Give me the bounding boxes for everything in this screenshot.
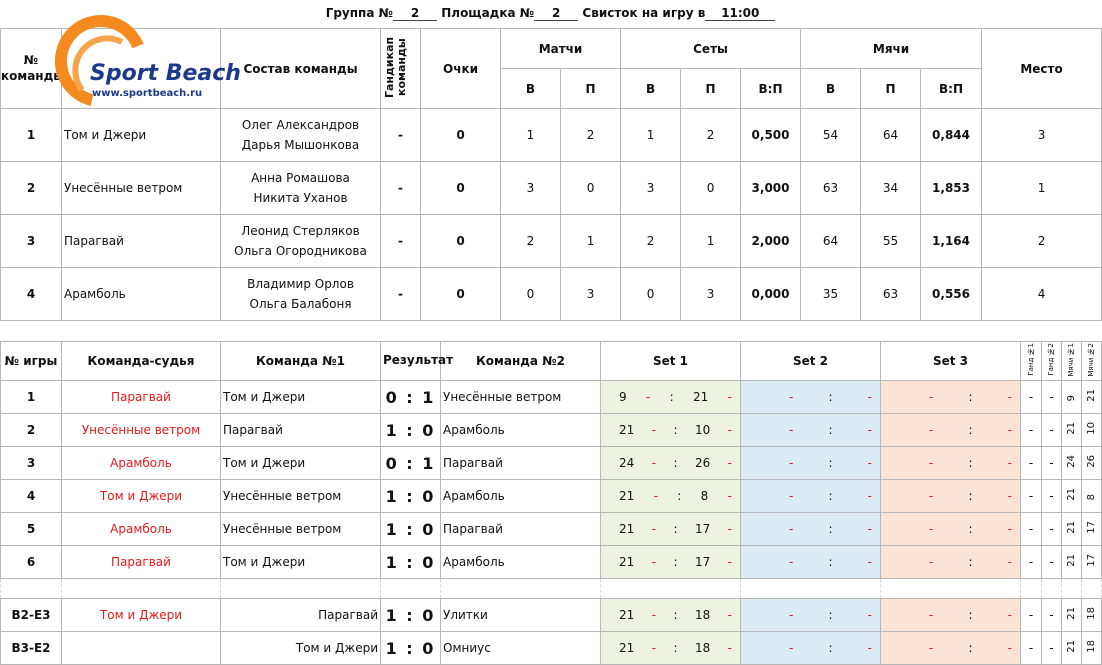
balls-w: В (801, 69, 861, 109)
team2[interactable]: Парагвай (441, 447, 601, 480)
sheet-title: Группа № 2 Площадка № 2 Свисток на игру в 11:00 (0, 6, 1101, 21)
handicap2: - (1042, 513, 1062, 546)
game-no: В2-Е3 (1, 599, 62, 632)
team-row: 3 Парагвай Леонид Стерляков Ольга Огородникова - 0 2 1 2 1 2,000 64 55 1,164 2 (1, 215, 1102, 268)
set2-score[interactable]: - : - (741, 546, 881, 579)
handicap1: - (1021, 599, 1042, 632)
balls2: 8 (1082, 480, 1102, 513)
game-row (1, 447, 1102, 480)
set3-score[interactable]: - : - (881, 381, 1021, 414)
handicap1: - (1021, 480, 1042, 513)
game-no: 1 (1, 381, 62, 414)
sets-w: В (621, 69, 681, 109)
team-roster[interactable]: Олег Александров Дарья Мышонкова (221, 109, 381, 162)
set1-score[interactable]: 21 - : 17 - (601, 513, 741, 546)
handicap1: - (1021, 546, 1042, 579)
set2-score[interactable]: - : - (741, 381, 881, 414)
team-row: 4 Арамболь Владимир Орлов Ольга Балабоня - 0 0 3 0 3 0,000 35 63 0,556 4 (1, 268, 1102, 321)
hand1-header: Ганд №1 (1021, 342, 1042, 381)
set2-score[interactable]: - : - (741, 447, 881, 480)
team-name[interactable]: Том и Джери (62, 109, 221, 162)
sets-l: П (681, 69, 741, 109)
game-result[interactable]: 0 : 1 (381, 381, 441, 414)
handicap1: - (1021, 414, 1042, 447)
game-row (1, 381, 1102, 414)
handicap1: - (1021, 632, 1042, 665)
balls2: 18 (1082, 632, 1102, 665)
balls-ratio: В:П (921, 69, 982, 109)
set1-score[interactable]: 21 - : 17 - (601, 546, 741, 579)
set1-score[interactable]: 21 - : 10 - (601, 414, 741, 447)
court-value[interactable]: 2 (534, 6, 578, 21)
team-place: 2 (982, 215, 1102, 268)
team-place: 4 (982, 268, 1102, 321)
points-header: Очки (421, 29, 501, 109)
game-no: 2 (1, 414, 62, 447)
handicap1: - (1021, 381, 1042, 414)
game-result[interactable]: 1 : 0 (381, 599, 441, 632)
game-row (1, 414, 1102, 447)
extra-games-body (0, 598, 1102, 665)
game-result[interactable]: 1 : 0 (381, 546, 441, 579)
handicap2: - (1042, 414, 1062, 447)
team-no-header: № команды (1, 29, 62, 109)
handicap1: - (1021, 447, 1042, 480)
team2[interactable]: Омниус (441, 632, 601, 665)
set2-score[interactable]: - : - (741, 513, 881, 546)
team2[interactable]: Арамболь (441, 480, 601, 513)
set2-score[interactable]: - : - (741, 599, 881, 632)
set2-score[interactable]: - : - (741, 632, 881, 665)
set3-score[interactable]: - : - (881, 480, 1021, 513)
team1[interactable]: Том и Джери (221, 632, 381, 665)
team1[interactable]: Унесённые ветром (221, 480, 381, 513)
team1[interactable]: Том и Джери (221, 447, 381, 480)
handicap2: - (1042, 381, 1062, 414)
team2[interactable]: Парагвай (441, 513, 601, 546)
game-row (1, 546, 1102, 579)
team1[interactable]: Том и Джери (221, 546, 381, 579)
referee-team[interactable]: Арамболь (62, 513, 221, 546)
hand2-header: Ганд №2 (1042, 342, 1062, 381)
referee-team[interactable]: Унесённые ветром (62, 414, 221, 447)
balls2-header: Мячи №2 (1082, 342, 1102, 381)
handicap2: - (1042, 480, 1062, 513)
balls1: 21 (1062, 480, 1082, 513)
roster-header: Состав команды (221, 29, 381, 109)
team1-header: Команда №1 (221, 342, 381, 381)
games-body (0, 380, 1102, 599)
team-roster[interactable]: Леонид Стерляков Ольга Огородникова (221, 215, 381, 268)
balls1: 21 (1062, 632, 1082, 665)
spacer-row (1, 579, 1102, 599)
game-row (1, 632, 1102, 665)
referee-team[interactable]: Том и Джери (62, 599, 221, 632)
team2-header: Команда №2 (441, 342, 601, 381)
matches-l: П (561, 69, 621, 109)
handicap2: - (1042, 546, 1062, 579)
balls1: 9 (1062, 381, 1082, 414)
team-roster[interactable]: Владимир Орлов Ольга Балабоня (221, 268, 381, 321)
game-no: 3 (1, 447, 62, 480)
set1-score[interactable]: 21 - : 8 - (601, 480, 741, 513)
whistle-value[interactable]: 11:00 (705, 6, 775, 21)
game-no: В3-Е2 (1, 632, 62, 665)
balls2: 26 (1082, 447, 1102, 480)
balls1-header: Мячи №1 (1062, 342, 1082, 381)
sets-header: Сеты (621, 29, 801, 69)
game-result[interactable]: 1 : 0 (381, 480, 441, 513)
game-result[interactable]: 1 : 0 (381, 414, 441, 447)
balls1: 21 (1062, 513, 1082, 546)
balls2: 18 (1082, 599, 1102, 632)
game-result[interactable]: 1 : 0 (381, 513, 441, 546)
set3-score[interactable]: - : - (881, 546, 1021, 579)
balls-header: Мячи (801, 29, 982, 69)
game-no: 4 (1, 480, 62, 513)
set1-header: Set 1 (601, 342, 741, 381)
logo-brand: Sport Beach (90, 60, 241, 86)
handicap1: - (1021, 513, 1042, 546)
team1[interactable]: Том и Джери (221, 381, 381, 414)
balls2: 21 (1082, 381, 1102, 414)
balls2: 17 (1082, 513, 1102, 546)
referee-header: Команда-судья (62, 342, 221, 381)
referee-team[interactable]: Парагвай (62, 546, 221, 579)
handicap2: - (1042, 599, 1062, 632)
game-result[interactable]: 1 : 0 (381, 632, 441, 665)
balls2: 10 (1082, 414, 1102, 447)
handicap2: - (1042, 447, 1062, 480)
game-row (1, 480, 1102, 513)
balls1: 24 (1062, 447, 1082, 480)
referee-team[interactable] (62, 632, 221, 665)
team-name[interactable]: Арамболь (62, 268, 221, 321)
handicap-header: Гандикап команды (381, 29, 421, 109)
team2[interactable]: Унесённые ветром (441, 381, 601, 414)
referee-team[interactable]: Том и Джери (62, 480, 221, 513)
set2-header: Set 2 (741, 342, 881, 381)
team-roster[interactable]: Анна Ромашова Никита Уханов (221, 162, 381, 215)
game-no-header: № игры (1, 342, 62, 381)
game-result[interactable]: 0 : 1 (381, 447, 441, 480)
game-row (1, 599, 1102, 632)
game-no: 6 (1, 546, 62, 579)
matches-w: В (501, 69, 561, 109)
set2-score[interactable]: - : - (741, 480, 881, 513)
set3-score[interactable]: - : - (881, 599, 1021, 632)
set1-score[interactable]: 21 - : 18 - (601, 599, 741, 632)
team-place: 1 (982, 162, 1102, 215)
set3-score[interactable]: - : - (881, 632, 1021, 665)
team1[interactable]: Парагвай (221, 599, 381, 632)
referee-team[interactable]: Арамболь (62, 447, 221, 480)
balls2: 17 (1082, 546, 1102, 579)
logo-url: www.sportbeach.ru (92, 87, 203, 99)
set1-score[interactable]: 9 - : 21 - (601, 381, 741, 414)
team1[interactable]: Парагвай (221, 414, 381, 447)
matches-header: Матчи (501, 29, 621, 69)
games-table (0, 341, 1102, 381)
set3-header: Set 3 (881, 342, 1021, 381)
team2[interactable]: Арамболь (441, 414, 601, 447)
team2[interactable]: Улитки (441, 599, 601, 632)
standings-table (0, 28, 1102, 321)
set1-score[interactable]: 24 - : 26 - (601, 447, 741, 480)
handicap2: - (1042, 632, 1062, 665)
sets-ratio: В:П (741, 69, 801, 109)
team1[interactable]: Унесённые ветром (221, 513, 381, 546)
group-value[interactable]: 2 (393, 6, 437, 21)
set1-score[interactable]: 21 - : 18 - (601, 632, 741, 665)
team2[interactable]: Арамболь (441, 546, 601, 579)
team-name[interactable]: Унесённые ветром (62, 162, 221, 215)
result-header: Результат (381, 342, 441, 381)
referee-team[interactable]: Парагвай (62, 381, 221, 414)
team-name[interactable]: Парагвай (62, 215, 221, 268)
balls1: 21 (1062, 546, 1082, 579)
team-place: 3 (982, 109, 1102, 162)
place-header: Место (982, 29, 1102, 109)
balls-l: П (861, 69, 921, 109)
set2-score[interactable]: - : - (741, 414, 881, 447)
logo-cell (62, 29, 241, 109)
game-no: 5 (1, 513, 62, 546)
set3-score[interactable]: - : - (881, 414, 1021, 447)
set3-score[interactable]: - : - (881, 513, 1021, 546)
set3-score[interactable]: - : - (881, 447, 1021, 480)
balls1: 21 (1062, 414, 1082, 447)
game-row (1, 513, 1102, 546)
balls1: 21 (1062, 599, 1082, 632)
sportbeach-logo (62, 30, 241, 108)
team-row: 1 Том и Джери Олег Александров Дарья Мышонкова - 0 1 2 1 2 0,500 54 64 0,844 3 (1, 109, 1102, 162)
team-row: 2 Унесённые ветром Анна Ромашова Никита Уханов - 0 3 0 3 0 3,000 63 34 1,853 1 (1, 162, 1102, 215)
